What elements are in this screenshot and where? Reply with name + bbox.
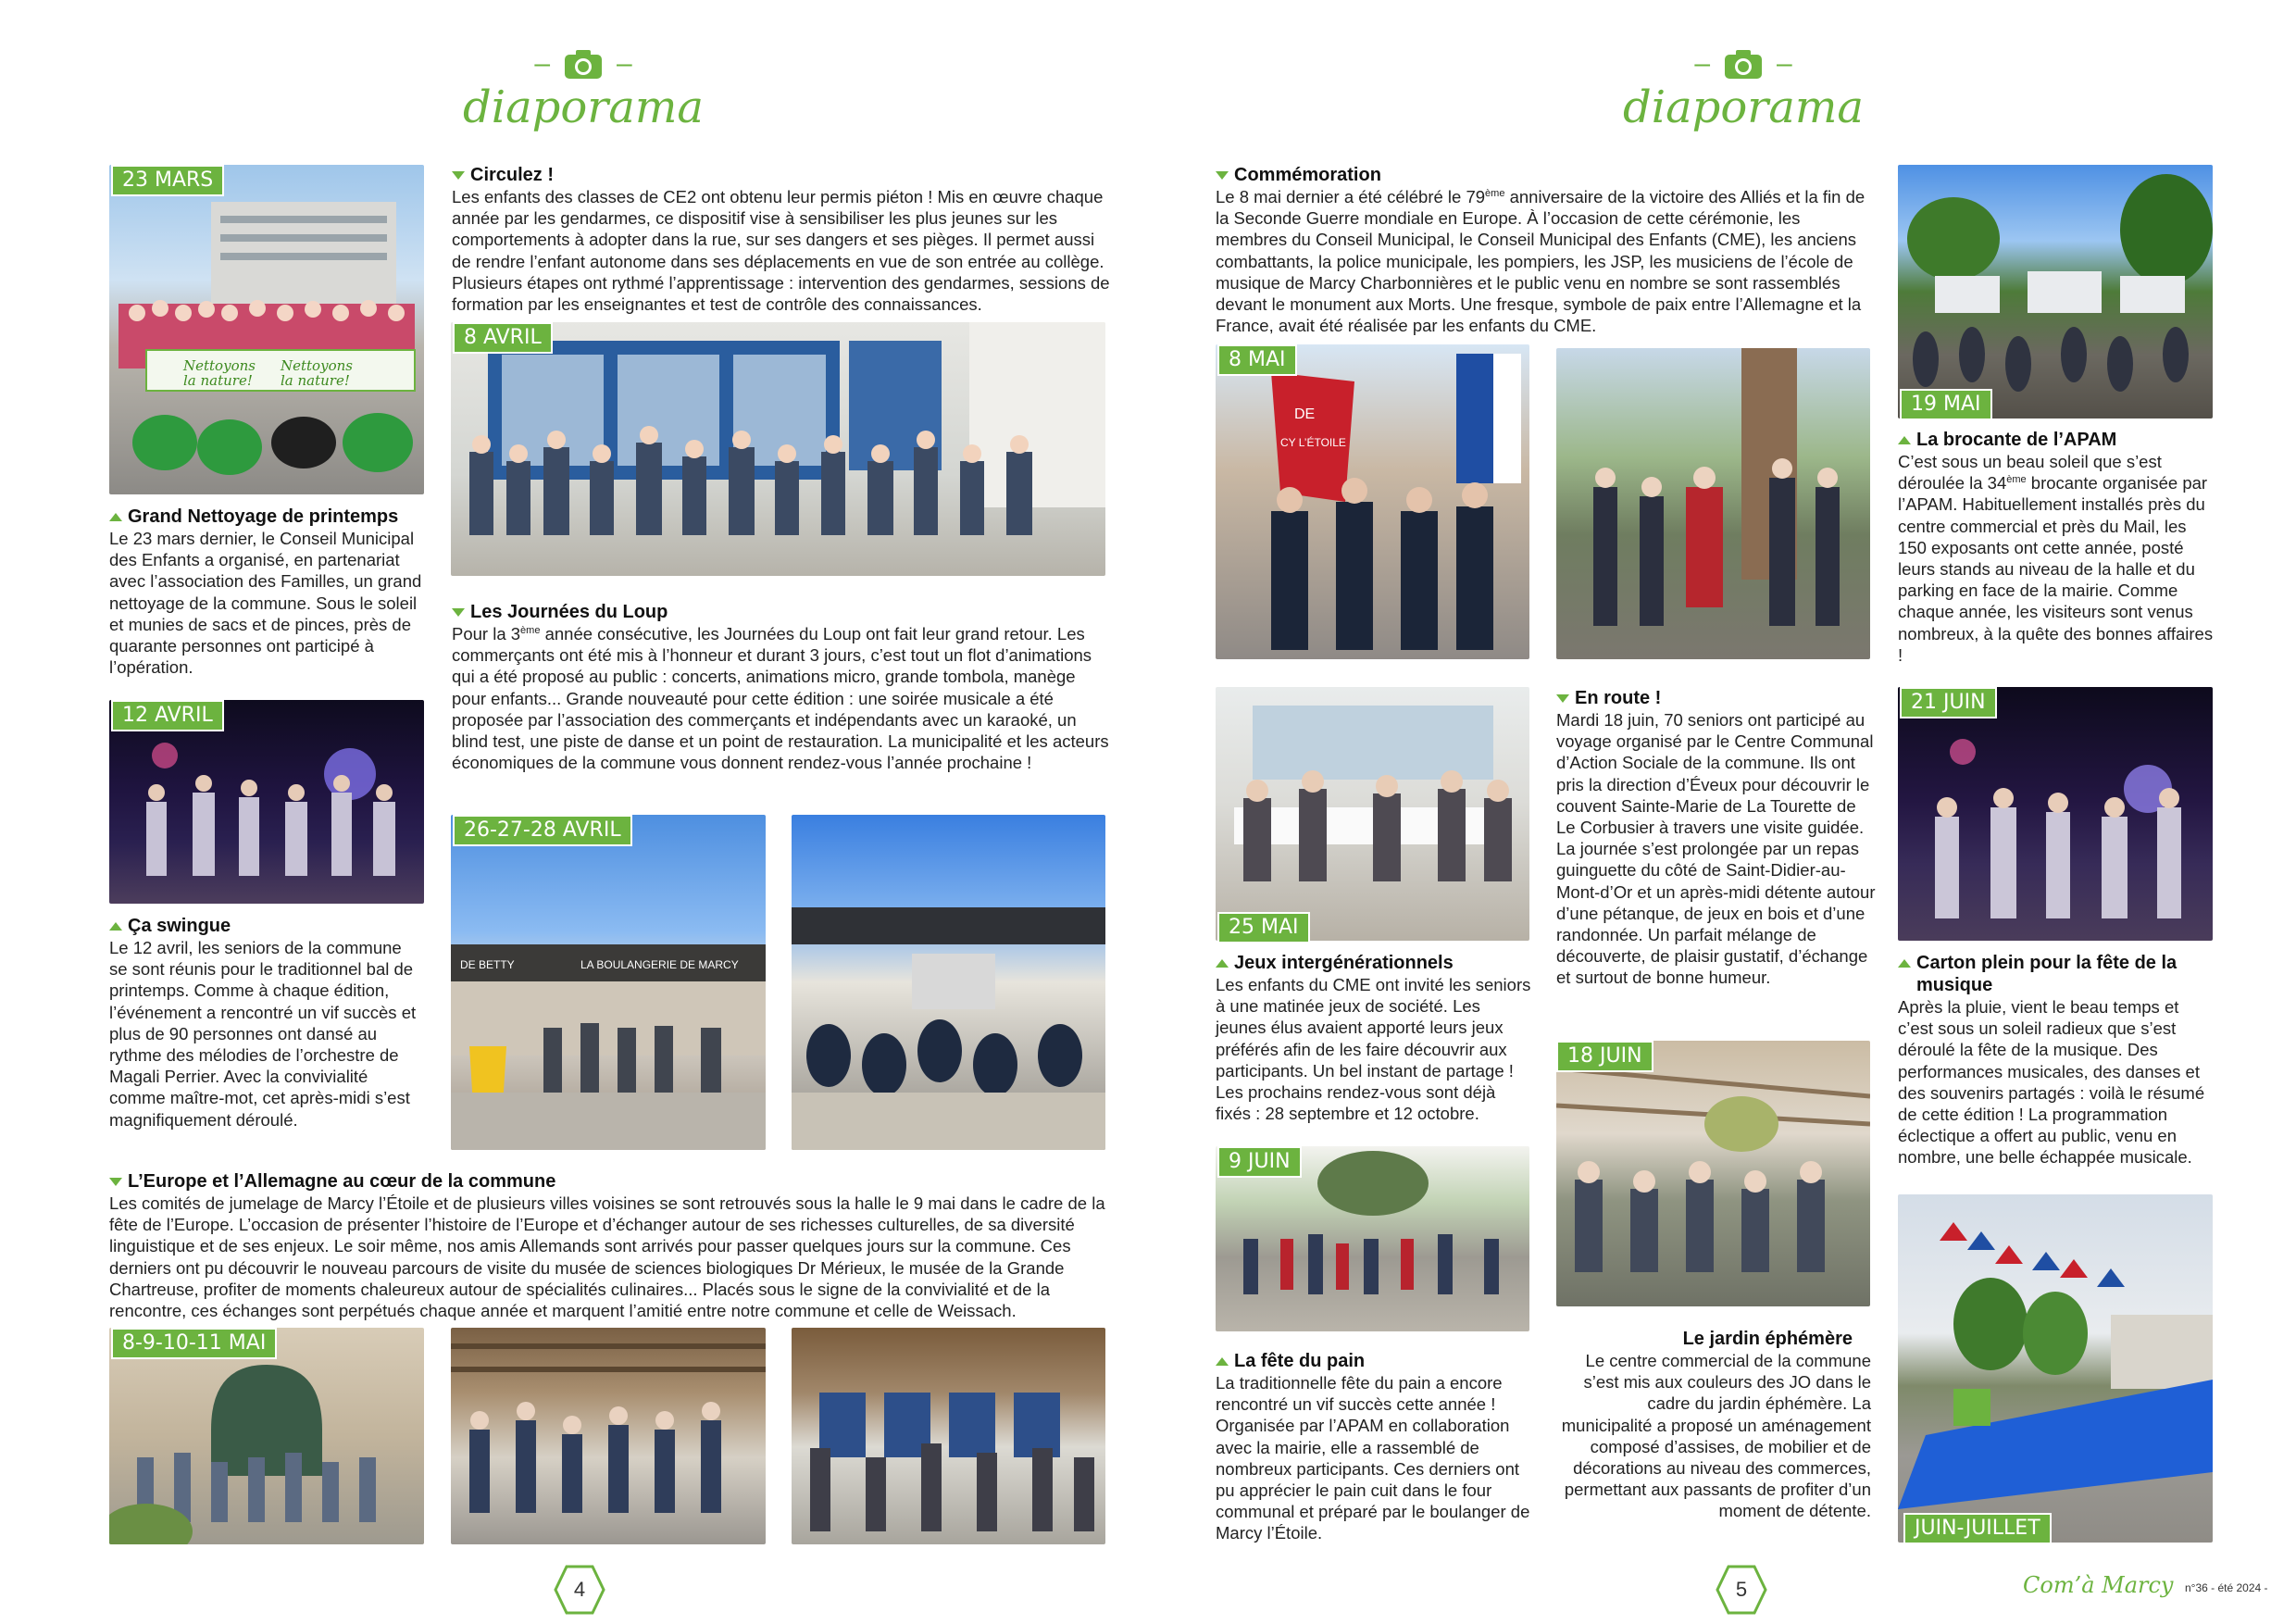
date-tag: 8 MAI <box>1217 344 1297 376</box>
photo-europe-chartreuse <box>109 1328 424 1544</box>
article-title: Commémoration <box>1234 165 1381 185</box>
page-number-right: 5 <box>1716 1564 1767 1616</box>
svg-text:Nettoyons: Nettoyons <box>281 357 353 374</box>
article-body: Mardi 18 juin, 70 seniors ont participé au voyage organisé par le Centre Communal d’Action Sociale de la commune. Ils ont pris la direction d’Éveux pour découvrir le couvent Sainte-Marie de La Tourette de Le Corbusier à travers une visite guidée. La journée s’est prolongée par un repas guinguette du côté de Saint-Didier-au-Mont-d’Or et un après-midi détente autour d’une pétanque, de jeux en bois et d’une randonnée. Un parfait mélange de découverte, de plaisir gustatif, d’échange et surtout de bonne humeur. <box>1556 710 1876 988</box>
date-tag: 21 JUIN <box>1900 687 1997 718</box>
triangle-down-icon <box>109 1178 122 1186</box>
triangle-right-icon <box>1858 1332 1871 1345</box>
svg-text:DE: DE <box>1294 406 1316 422</box>
article-loup <box>452 601 1111 773</box>
article-body: La traditionnelle fête du pain a encore rencontré un vif succès cette année ! Organisée par l’APAM en collaboration avec la mairie, elle a rassemblé de nombreux participants. Ces derniers ont pu apprécier le pain cuit dans le four communal et préparé par le boulanger de Marcy l’Étoile. <box>1216 1373 1530 1543</box>
camera-icon <box>1723 47 1764 81</box>
article-jardin <box>1556 1328 1871 1522</box>
svg-text:DE BETTY: DE BETTY <box>460 958 515 971</box>
svg-text:la nature!: la nature! <box>183 372 253 389</box>
triangle-up-icon <box>1898 959 1911 968</box>
triangle-down-icon <box>1216 171 1229 180</box>
triangle-up-icon <box>109 513 122 521</box>
section-header-right: – – diaporama <box>1604 43 1882 130</box>
photo-en-route <box>1556 1041 1870 1306</box>
photo-jeux <box>1216 687 1529 941</box>
article-title: Les Journées du Loup <box>470 602 668 622</box>
svg-text:CY L’ÉTOILE: CY L’ÉTOILE <box>1280 436 1346 449</box>
article-circulez <box>452 164 1111 315</box>
article-title: Le jardin éphémère <box>1682 1329 1853 1349</box>
article-nettoyage <box>109 506 429 678</box>
triangle-down-icon <box>1556 694 1569 703</box>
photo-loup-audience <box>792 815 1105 1150</box>
article-body: Pour la 3ème année consécutive, les Journées du Loup ont fait leur grand retour. Les commerçants ont été mis à l’honneur et durant 3 jours, c’est tout un flot d’animations qui a été proposé au public : concerts, animations micro, grande tombola, manège pour enfants... Grande nouveauté pour cette édition : une soirée musicale a été proposée par l’association des commerçants et indépendants avec un karaoké, un blind test, une piste de danse et un point de restauration. La municipalité et les acteurs économiques de la commune vous donnent rendez-vous l’année prochaine ! <box>452 624 1109 773</box>
article-en-route <box>1556 687 1876 989</box>
article-title: La brocante de l’APAM <box>1916 430 2117 450</box>
photo-pedestrian-permit <box>451 322 1105 576</box>
article-carton-plein <box>1898 952 2217 1168</box>
date-tag: 12 AVRIL <box>111 700 224 731</box>
article-title: Grand Nettoyage de printemps <box>128 506 399 527</box>
article-body: Le 8 mai dernier a été célébré le 79ème anniversaire de la victoire des Alliés et la fin de la Seconde Guerre mondiale en Europe. À l’occasion de cette cérémonie, les membres du Conseil Municipal, le Conseil Municipal des Enfants (CME), les anciens combattants, la police municipale, les pompiers, les JSP, les musiciens de l’école de musique de Marcy Charbonnières et le public venu en nombre se sont rassemblés devant le monument aux Morts. Une fresque, symbole de paix entre l’Allemagne et la France, avait été réalisée par les enfants du CME. <box>1216 187 1866 336</box>
article-title: Carton plein pour la fête de la musique <box>1916 953 2177 995</box>
photo-europe-halle <box>451 1328 766 1544</box>
photo-commemoration-flags <box>1216 344 1529 659</box>
date-tag: 8 AVRIL <box>453 322 553 354</box>
camera-icon <box>563 47 604 81</box>
article-brocante <box>1898 429 2217 666</box>
article-body: Le centre commercial de la commune s’est mis aux couleurs des JO dans le cadre du jardin éphémère. La municipalité a proposé un aménagement composé d’assises, de mobilier et de décorations au niveau des commerces, permettant aux passants de profiter d’un moment de détente. <box>1561 1351 1871 1521</box>
article-commemoration <box>1216 164 1873 336</box>
article-europe <box>109 1170 1109 1321</box>
triangle-up-icon <box>1216 959 1229 968</box>
svg-text:Nettoyons: Nettoyons <box>183 357 256 374</box>
triangle-up-icon <box>1216 1357 1229 1366</box>
photo-commemoration-monument <box>1556 348 1870 659</box>
photo-cleanup <box>109 165 424 494</box>
article-body: Les enfants du CME ont invité les seniors à une matinée jeux de société. Les jeunes élus avaient apporté leurs jeux préférés afin de les faire découvrir aux participants. Un bel instant de partage ! Les prochains rendez-vous sont déjà fixés : 28 septembre et 12 octobre. <box>1216 975 1531 1124</box>
article-body: Le 23 mars dernier, le Conseil Municipal des Enfants a organisé, en partenariat avec l’association des Familles, un grand nettoyage de la commune. Sous le soleil et munies de sacs et de pinces, près de quarante personnes ont participé à l’opération. <box>109 529 422 678</box>
triangle-down-icon <box>452 171 465 180</box>
photo-fete-musique <box>1898 687 2213 941</box>
article-title: Circulez ! <box>470 165 555 185</box>
article-body: Le 12 avril, les seniors de la commune se sont réunis pour le traditionnel bal de printemps. Comme à chaque édition, l’événement a rencontré un vif succès et plus de 90 personnes ont dansé au rythme des mélodies de l’orchestre de Magali Perrier. Avec la convivialité comme maître-mot, cet après-midi s’est magnifiquement déroulé. <box>109 938 417 1130</box>
photo-loup-market <box>451 815 766 1150</box>
date-tag: 9 JUIN <box>1217 1146 1302 1178</box>
date-tag: 19 MAI <box>1900 389 1992 420</box>
section-title: diaporama <box>1622 81 1864 133</box>
date-tag: 25 MAI <box>1217 912 1310 943</box>
article-title: Ça swingue <box>128 916 231 936</box>
article-title: L’Europe et l’Allemagne au cœur de la commune <box>128 1171 556 1192</box>
photo-jardin-ephemere <box>1898 1194 2213 1543</box>
page-number-left: 4 <box>554 1564 605 1616</box>
article-title: Jeux intergénérationnels <box>1234 953 1454 973</box>
article-swingue <box>109 915 424 1131</box>
svg-text:la nature!: la nature! <box>281 372 350 389</box>
section-title: diaporama <box>462 81 704 133</box>
triangle-up-icon <box>109 922 122 931</box>
triangle-down-icon <box>452 608 465 617</box>
article-title: En route ! <box>1575 688 1662 708</box>
photo-brocante <box>1898 165 2213 418</box>
date-tag: 26-27-28 AVRIL <box>453 815 632 846</box>
date-tag: JUIN-JUILLET <box>1903 1513 2052 1544</box>
article-body: Les enfants des classes de CE2 ont obtenu leur permis piéton ! Mis en œuvre chaque année par les gendarmes, ce dispositif vise à sensibiliser les plus jeunes sur les comportements à adopter dans la rue, sur ses dangers et ses pièges. Il permet aussi de rendre l’enfant autonome dans ses déplacements en vue de son entrée au collège. Plusieurs étapes ont rythmé l’apprentissage : intervention des gendarmes, sessions de formation par les enseignantes et test de contrôle des connaissances. <box>452 187 1110 315</box>
svg-text:LA BOULANGERIE DE MARCY: LA BOULANGERIE DE MARCY <box>580 958 739 971</box>
article-jeux <box>1216 952 1535 1124</box>
section-header-left: – – diaporama <box>444 43 722 130</box>
photo-europe-expo <box>792 1328 1105 1544</box>
article-title: La fête du pain <box>1234 1351 1366 1371</box>
date-tag: 23 MARS <box>111 165 224 196</box>
triangle-up-icon <box>1898 436 1911 444</box>
article-body: Après la pluie, vient le beau temps et c’est sous un soleil radieux que s’est déroulé la fête de la musique. Des performances musicales, des danses et des souvenirs partagés : voilà le résumé de cette édition ! La programmation éclectique a offert au public, venu en nombre, une belle échappée musicale. <box>1898 997 2205 1168</box>
article-body: Les comités de jumelage de Marcy l’Étoile et de plusieurs villes voisines se sont retrouvés sous la halle le 9 mai dans le cadre de la fête de l’Europe. L’occasion de présenter l’histoire de l’Europe et d’échanger autour de ses richesses culturelles, de sa diversité linguistique et de ses enjeux. Le soir même, nos amis Allemands sont arrivés pour passer quelques jours sur la commune. Ces derniers ont pu découvrir le nouveau parcours de visite du musée de sciences biologiques Dr Mérieux, le musée de la Grande Chartreuse, profiter de moments chaleureux autour de spécialités culinaires... Placés sous le signe de la convivialité et de la rencontre, ces échanges sont perpétués chaque année et marquent l’amitié entre notre commune et celle de Weissach. <box>109 1193 1105 1321</box>
article-fete-pain <box>1216 1350 1535 1544</box>
article-body: C’est sous un beau soleil que s’est déroulée la 34ème brocante organisée par l’APAM. Habituellement installés près du centre commercial et près du Mail, les 150 exposants ont cette année, posté leurs stands au niveau de la halle et du parking en face de la mairie. Comme chaque année, les visiteurs sont venus nombreux, à la quête des bonnes affaires ! <box>1898 452 2214 665</box>
date-tag: 8-9-10-11 MAI <box>111 1328 277 1359</box>
magazine-logo: Com’à Marcy <box>2023 1572 2174 1598</box>
issue-label: n°36 - été 2024 - <box>2185 1581 2268 1594</box>
date-tag: 18 JUIN <box>1556 1041 1653 1072</box>
